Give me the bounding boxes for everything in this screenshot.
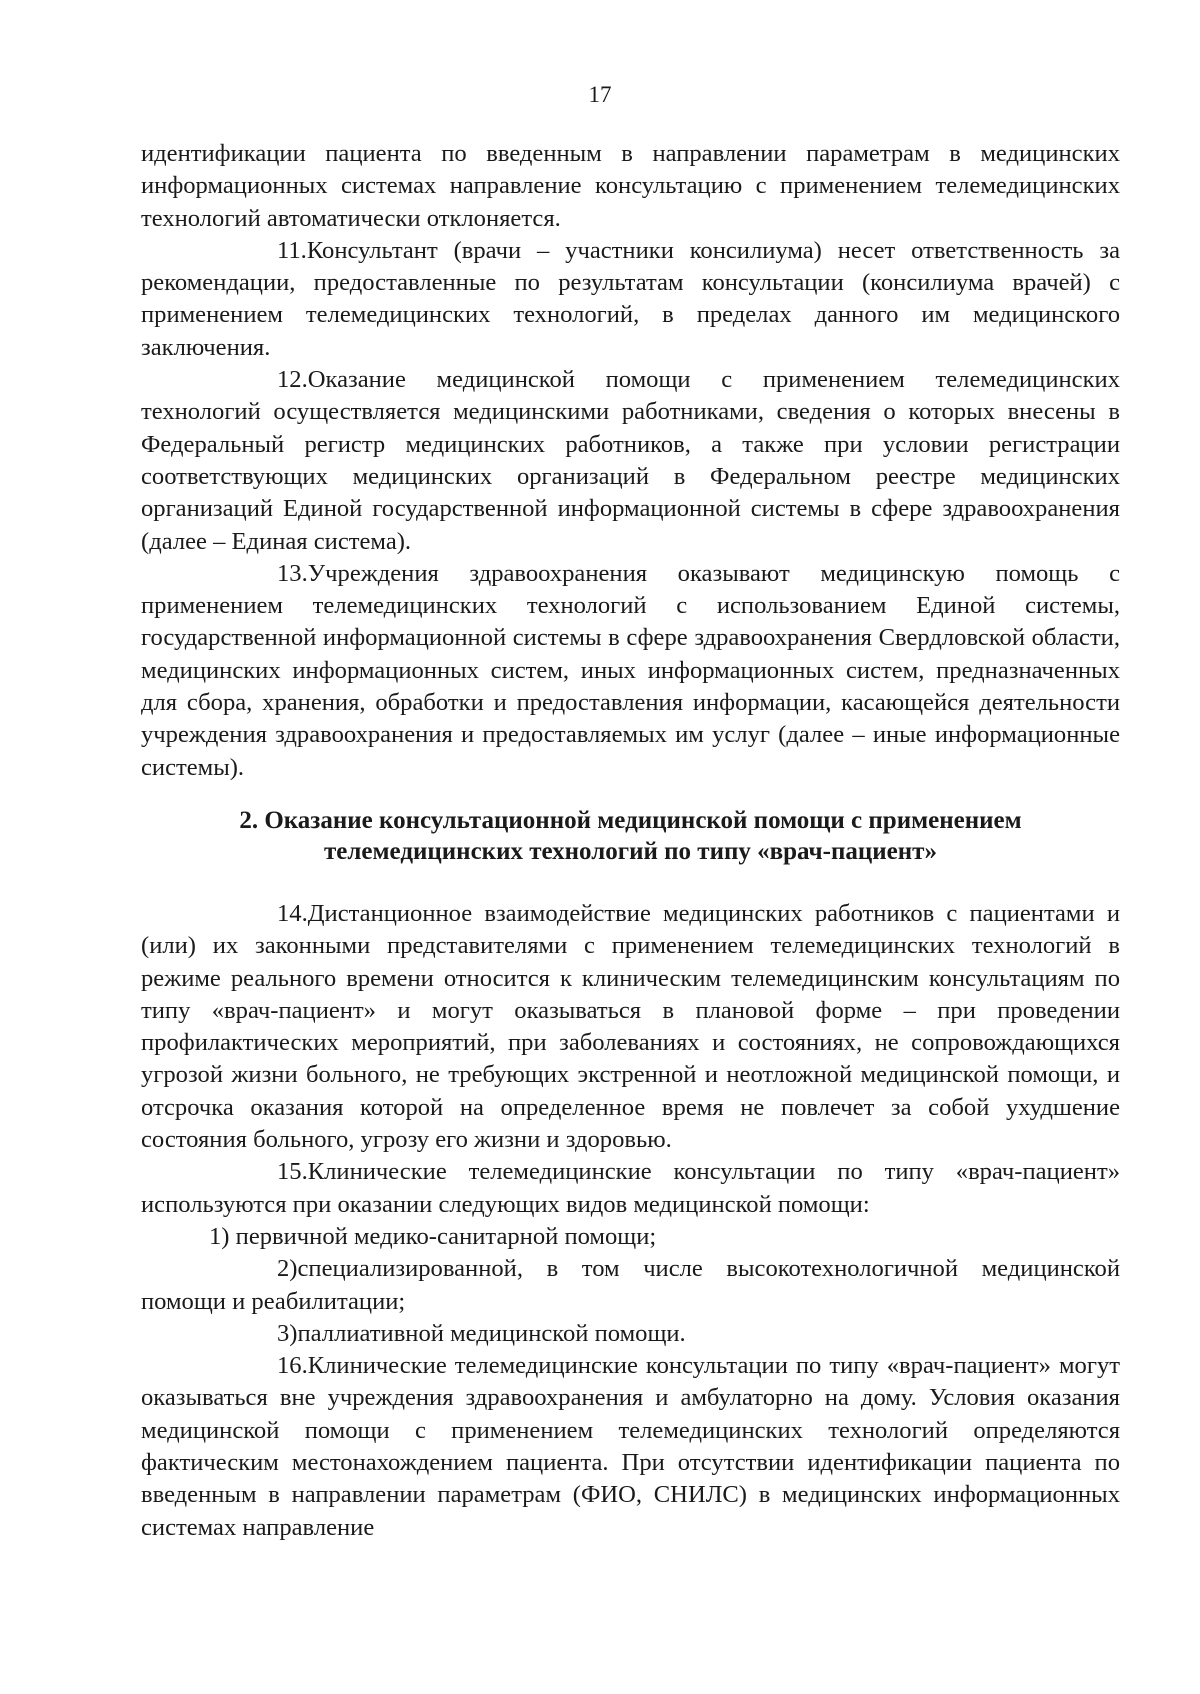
paragraph-text: Оказание медицинской помощи с применением телемедицинских технологий осуществляется медицинскими работниками, сведения о которых внесены в Федеральный регистр медицинских работников, а также при условии регистрации соответствующих медицинских организаций в Федеральном реестре медицинских организаций Единой государственной информационной системы в сфере здравоохранения (далее – Единая система). — [141, 366, 1120, 555]
paragraph-14 — [141, 898, 1120, 1156]
paragraph-number: 14. — [277, 899, 308, 927]
paragraph-12 — [141, 364, 1120, 558]
list-text: специализированной, в том числе высокотехнологичной медицинской помощи и реабилитации; — [141, 1255, 1120, 1315]
list-number: 3) — [277, 1319, 298, 1347]
paragraph-text: Дистанционное взаимодействие медицинских работников с пациентами и (или) их законными представителями с применением телемедицинских технологий в режиме реального времени относится к клиническим телемедицинским консультациям по типу «врач-пациент» и могут оказываться в плановой форме – при проведении профилактических мероприятий, при заболеваниях и состояниях, не сопровождающихся угрозой жизни больного, не требующих экстренной и неотложной медицинской помощи, и отсрочка оказания которой на определенное время не повлечет за собой ухудшение состояния больного, угрозу его жизни и здоровью. — [141, 899, 1120, 1154]
page-number: 17 — [588, 82, 612, 107]
paragraph-11 — [141, 235, 1120, 364]
list-item-3 — [141, 1318, 1120, 1350]
list-number: 1) — [209, 1222, 230, 1250]
paragraph-16 — [141, 1350, 1120, 1544]
paragraph-15 — [141, 1156, 1120, 1221]
paragraph-number: 12. — [277, 366, 308, 394]
list-number: 2) — [277, 1255, 298, 1283]
paragraph-number: 11. — [277, 236, 307, 264]
paragraph-text: Клинические телемедицинские консультации по типу «врач-пациент» могут оказываться вне учреждения здравоохранения и амбулаторно на дому. Условия оказания медицинской помощи с применением телемедицинских технологий определяются фактическим местонахождением пациента. При отсутствии идентификации пациента по введенным в направлении параметрам (ФИО, СНИЛС) в медицинских информационных системах направление — [141, 1352, 1120, 1541]
paragraph-text: Клинические телемедицинские консультации по типу «врач-пациент» используются при оказании следующих видов медицинской помощи: — [141, 1158, 1120, 1218]
paragraph-continuation: идентификации пациента по введенным в направлении параметрам в медицинских информационных системах направление консультацию с применением телемедицинских технологий автоматически отклоняется. — [141, 140, 1120, 232]
list-item-2 — [141, 1253, 1120, 1318]
paragraph-text: Учреждения здравоохранения оказывают медицинскую помощь с применением телемедицинских технологий с использованием Единой системы, государственной информационной системы в сфере здравоохранения Свердловской области, медицинских информационных систем, иных информационных систем, предназначенных для сбора, хранения, обработки и предоставления информации, касающейся деятельности учреждения здравоохранения и предоставляемых им услуг (далее – иные информационные системы). — [141, 559, 1120, 781]
list-text: паллиативной медицинской помощи. — [297, 1319, 686, 1347]
paragraph-text: Консультант (врачи – участники консилиума) несет ответственность за рекомендации, предоставленные по результатам консультации (консилиума врачей) с применением телемедицинских технологий, в пределах данного им медицинского заключения. — [141, 236, 1120, 361]
paragraph-13 — [141, 558, 1120, 784]
section-heading: 2. Оказание консультационной медицинской помощи с применением телемедицинских технологий по типу «врач-пациент» — [239, 806, 1022, 865]
list-text: первичной медико-санитарной помощи; — [235, 1222, 657, 1250]
paragraph-number: 15. — [277, 1158, 308, 1186]
document-body — [141, 138, 1120, 1544]
paragraph-number: 13. — [277, 559, 308, 587]
list-item-1 — [141, 1221, 1120, 1253]
paragraph-number: 16. — [277, 1352, 308, 1380]
